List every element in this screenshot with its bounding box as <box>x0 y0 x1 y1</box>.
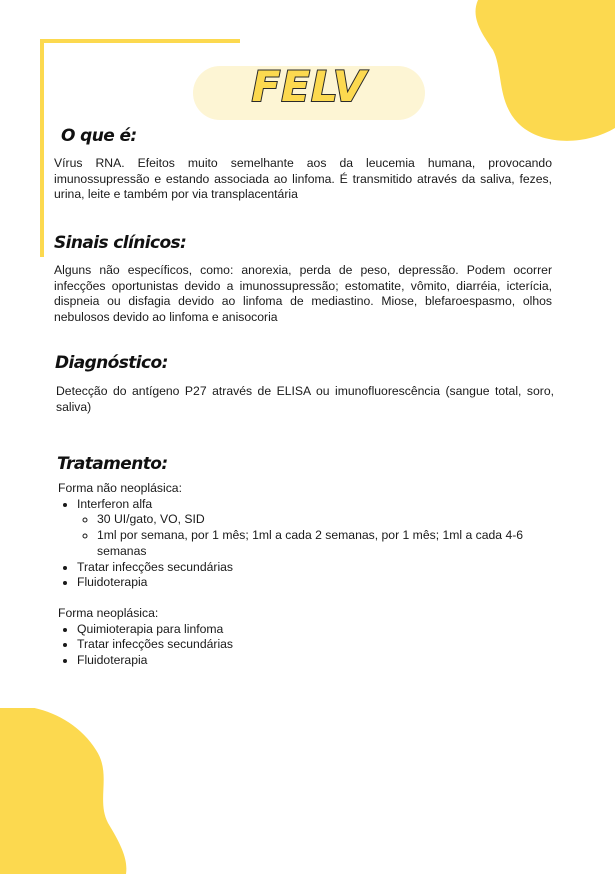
list-item: • Quimioterapia para linfoma <box>77 622 558 638</box>
list-nao-neoplasica <box>58 497 558 591</box>
list-item: • Tratar infecções secundárias <box>77 560 558 576</box>
heading-o-que-e: O que é: <box>61 126 137 146</box>
heading-sinais-clinicos: Sinais clínicos: <box>54 233 187 253</box>
heading-tratamento: Tratamento: <box>57 454 168 474</box>
paragraph-sinais-clinicos: Alguns não específicos, como: anorexia, perda de peso, depressão. Podem ocorrer infecções oportunistas devido a imunossupressão; estomatite, vômito, diarréia, icterícia, dispneia ou disfagia devido ao linfoma de mediastino. Miose, blefaroespasmo, olhos nebulosos devido ao linfoma e anisocoria <box>54 263 552 325</box>
frame-line-left <box>40 39 44 257</box>
list-item: • Fluidoterapia <box>77 653 558 669</box>
page-title: FELV <box>251 62 367 111</box>
sublist-interferon <box>77 512 558 559</box>
list-item-text: Interferon alfa <box>77 496 153 511</box>
list-item: • Tratar infecções secundárias <box>77 637 558 653</box>
list-item: • Fluidoterapia <box>77 575 558 591</box>
treatment-neoplastic <box>58 606 558 669</box>
treatment-non-neoplastic <box>58 481 558 591</box>
list-neoplasica <box>58 622 558 669</box>
label-forma-nao-neoplasica: Forma não neoplásica: <box>58 481 182 495</box>
list-subitem: ◦ 30 UI/gato, VO, SID <box>97 512 558 528</box>
list-item <box>77 497 558 560</box>
paragraph-diagnostico: Detecção do antígeno P27 através de ELISA ou imunofluorescência (sangue total, soro, saliva) <box>56 384 554 414</box>
decorative-blob-bottom-left <box>0 708 130 874</box>
heading-diagnostico: Diagnóstico: <box>55 353 168 373</box>
list-subitem: ◦ 1ml por semana, por 1 mês; 1ml a cada 2 semanas, por 1 mês; 1ml a cada 4-6 semanas <box>97 528 558 559</box>
label-forma-neoplasica: Forma neoplásica: <box>58 606 159 620</box>
decorative-blob-top-right <box>455 0 615 150</box>
paragraph-o-que-e: Vírus RNA. Efeitos muito semelhante aos da leucemia humana, provocando imunossupressão e estando associada ao linfoma. É transmitido através da saliva, fezes, urina, leite e também por via transplacentária <box>54 156 552 202</box>
frame-line-top <box>40 39 240 43</box>
